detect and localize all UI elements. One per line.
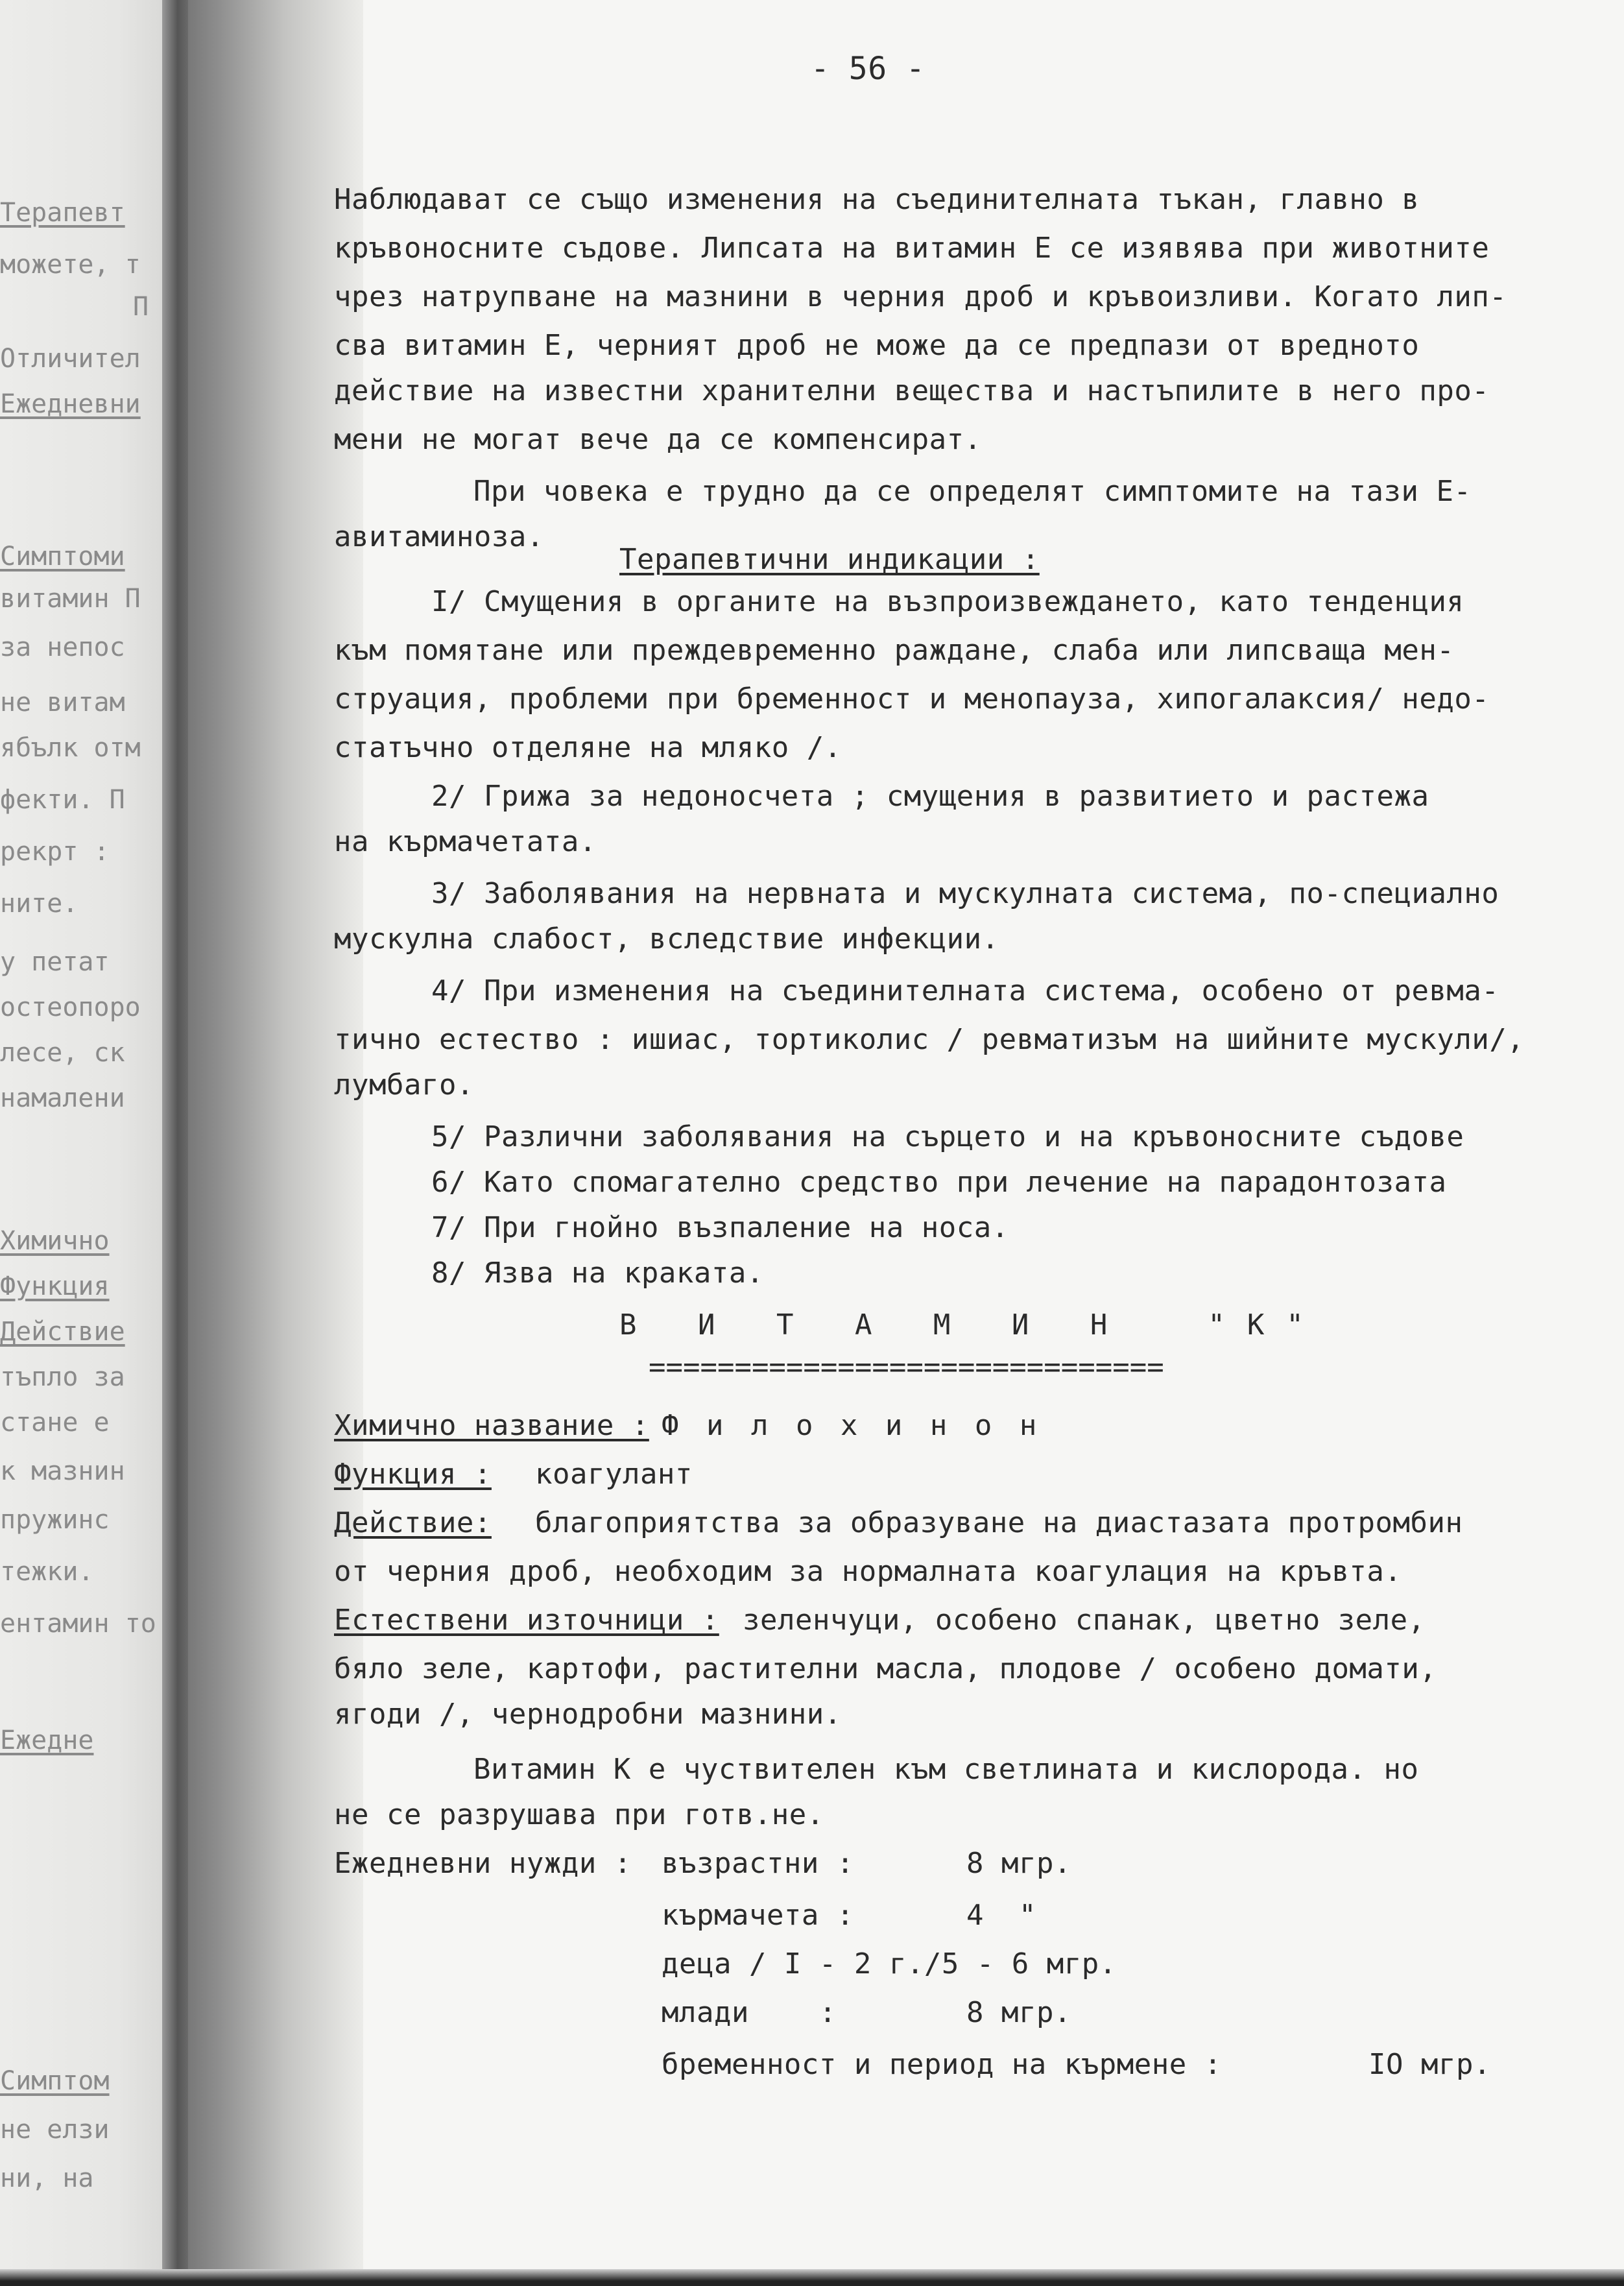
left-page-fragment: ябълк отм: [0, 733, 141, 763]
body-line: сва витамин Е, черният дроб не може да се предпази от вредното: [334, 329, 1420, 362]
sensitivity-line: не се разрушава при готв.не.: [334, 1798, 824, 1831]
left-page-fragment: лесе, ск: [0, 1038, 125, 1068]
book-gutter: [162, 0, 188, 2286]
daily-needs-group: бременност и период на кърмене :: [662, 2048, 1222, 2081]
left-page-fragment: тъпло за: [0, 1362, 125, 1392]
indication-item: 3/ Заболявания на нервната и мускулната система, по-специално: [431, 877, 1499, 910]
left-page-fragment: не витам: [0, 688, 125, 717]
left-page-fragment: Симптоми: [0, 542, 125, 572]
left-page-fragment: рекрт :: [0, 837, 110, 867]
left-page-fragment: Химично: [0, 1226, 110, 1256]
left-page-fragment: фекти. П: [0, 785, 125, 815]
left-page-fragment: витамин П: [0, 584, 141, 614]
left-page-fragment: остеопоро: [0, 993, 141, 1022]
left-page-fragment: Ежедне: [0, 1726, 94, 1755]
left-page-fragment: нитe.: [0, 889, 78, 919]
page-bottom-edge: [0, 2269, 1624, 2286]
daily-needs-amount: 8 мгр.: [966, 1996, 1071, 2029]
indication-continuation: към помятане или преждевременно раждане, слаба или липсваща мен-: [334, 634, 1455, 667]
daily-needs-group: деца / I - 2 г./5 - 6 мгр.: [662, 1947, 1117, 1980]
indication-continuation: лумбаго.: [334, 1068, 474, 1101]
body-line: При човека е трудно да се определят симптомите на тази Е-: [473, 475, 1472, 508]
indication-continuation: мускулна слабост, вследствие инфекции.: [334, 922, 999, 956]
action-value: благоприятства за образуване на диастазата протромбин: [535, 1506, 1463, 1539]
indication-continuation: струация, проблеми при бременност и менопауза, хипогалаксия/ недо-: [334, 682, 1490, 716]
body-line: Наблюдават се също изменения на съединителната тъкан, главно в: [334, 183, 1420, 216]
left-page-fragment: не елзи: [0, 2115, 110, 2145]
left-page-fragment: тежки.: [0, 1557, 94, 1587]
indication-item: I/ Смущения в органите на възпроизвеждането, като тенденция: [431, 585, 1464, 618]
action-label: Действие:: [334, 1506, 492, 1539]
indication-item: 4/ При изменения на съединителната система, особено от ревма-: [431, 974, 1499, 1007]
left-page-fragment: Отличител: [0, 344, 141, 374]
left-page-fragment: Действие: [0, 1317, 125, 1347]
left-page-fragment: за непос: [0, 632, 125, 662]
body-line: чрез натрупване на мазнини в черния дроб и кръвоизливи. Когато лип-: [334, 280, 1507, 313]
action-continuation: от черния дроб, необходим за нормалната коагулация на кръвта.: [334, 1555, 1402, 1588]
left-page-fragment: ни, на: [0, 2163, 94, 2193]
daily-needs-group: млади :: [662, 1996, 837, 2029]
left-page-fragment: Ежедневни: [0, 389, 141, 419]
adjacent-left-page: [0, 0, 169, 2286]
daily-needs-amount: IO мгр.: [1368, 2048, 1491, 2081]
left-page-fragment: Терапевт: [0, 198, 125, 228]
left-page-fragment: намалени: [0, 1083, 125, 1113]
left-page-fragment: Симптом: [0, 2066, 110, 2096]
daily-needs-group: възрастни :: [662, 1847, 854, 1880]
sources-label: Естествени източници :: [334, 1604, 719, 1637]
left-page-fragment: стане е: [0, 1408, 110, 1438]
indication-continuation: статъчно отделяне на мляко /.: [334, 731, 842, 764]
function-label: Функция :: [334, 1458, 492, 1491]
sources-value: зеленчуци, особено спанак, цветно зеле,: [743, 1604, 1426, 1637]
chemical-name-label: Химично название :: [334, 1409, 649, 1442]
vitamin-title: В И Т А М И Н "К": [619, 1308, 1326, 1342]
body-line: авитаминоза.: [334, 520, 544, 553]
left-page-fragment: П: [133, 292, 149, 322]
indication-item: 2/ Грижа за недоносчета ; смущения в развитието и растежа: [431, 780, 1429, 813]
daily-needs-label: Ежедневни нужди :: [334, 1847, 632, 1880]
chemical-name-value: Ф и л о х и н о н: [662, 1409, 1042, 1442]
indication-continuation: на кърмачетата.: [334, 825, 597, 858]
left-page-fragment: можете, т: [0, 250, 141, 280]
daily-needs-amount: 4 ": [966, 1899, 1036, 1932]
vitamin-title-rule: ==============================: [649, 1351, 1164, 1384]
function-value: коагулант: [535, 1458, 693, 1491]
sources-continuation: бяло зеле, картофи, растителни масла, плодове / особено домати,: [334, 1652, 1437, 1685]
indication-item: 6/ Като спомагателно средство при лечение на парадонтозата: [431, 1166, 1447, 1199]
indication-item: 7/ При гнойно възпаление на носа.: [431, 1211, 1009, 1244]
body-line: мени не могат вече да се компенсират.: [334, 423, 982, 456]
body-line: действие на известни хранителни вещества и настъпилите в него про-: [334, 374, 1490, 407]
page-number: - 56 -: [811, 51, 925, 87]
left-page-fragment: у петат: [0, 947, 110, 977]
left-page-fragment: к мазнин: [0, 1456, 125, 1486]
indication-item: 8/ Язва на краката.: [431, 1257, 764, 1290]
left-page-fragment: Функция: [0, 1271, 110, 1301]
daily-needs-group: кърмачета :: [662, 1899, 854, 1932]
indication-continuation: тично естество : ишиас, тортиколис / ревматизъм на шийните мускули/,: [334, 1023, 1525, 1056]
left-page-fragment: ентамин то: [0, 1609, 156, 1639]
left-page-fragment: пружинс: [0, 1505, 110, 1535]
indications-heading: Терапевтични индикации :: [619, 543, 1040, 576]
indication-item: 5/ Различни заболявания на сърцето и на кръвоносните съдове: [431, 1120, 1464, 1153]
sensitivity-line: Витамин К е чуствителен към светлината и кислорода. но: [473, 1753, 1419, 1786]
daily-needs-amount: 8 мгр.: [966, 1847, 1071, 1880]
sources-continuation: ягоди /, чернодробни мазнини.: [334, 1698, 842, 1731]
body-line: кръвоносните съдове. Липсата на витамин Е се изявява при животните: [334, 232, 1490, 265]
